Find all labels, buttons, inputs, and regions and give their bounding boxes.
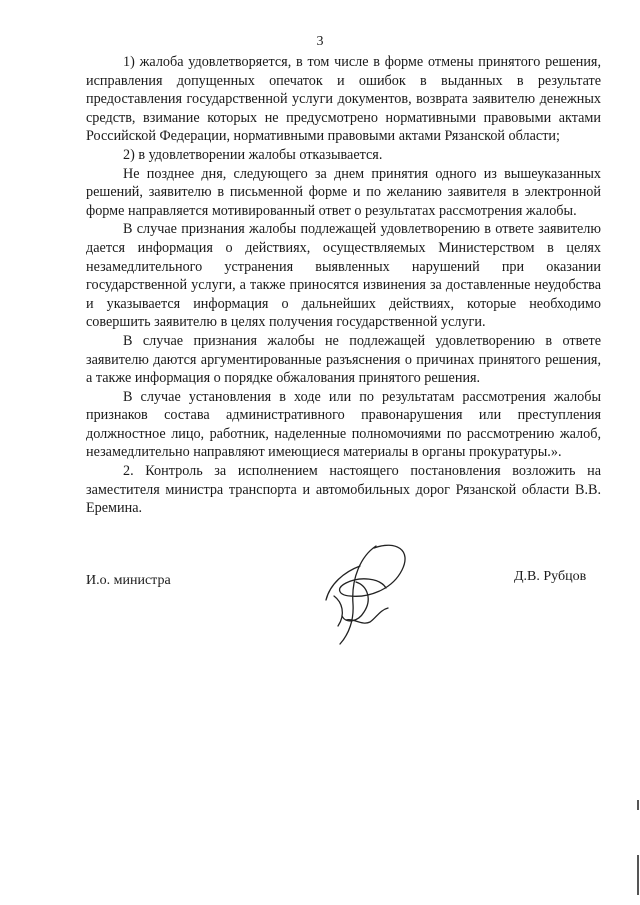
handwritten-signature <box>316 538 416 648</box>
paragraph-item-2: 2) в удовлетворении жалобы отказывается. <box>123 146 383 163</box>
signatory-title: И.о. министра <box>86 573 171 588</box>
paragraph-complaint-satisfied: В случае признания жалобы подлежащей удовлетворению в ответе заявителю дается информация о действиях, осуществляемых Министерством в целях незамедлительного устранения выявленных нарушений при оказании государственной услуги, а также приносятся извинения за доставленные неудобства и указывается информация о дальнейших действиях, которые необходимо совершить заявителю в целях получения государственной услуги. <box>86 221 601 331</box>
paragraph-response-deadline: Не позднее дня, следующего за днем принятия одного из вышеуказанных решений, заявителю в письменной форме и по желанию заявителя в электронной форме направляется мотивированный ответ о результатах рассмотрения жалобы. <box>86 165 601 219</box>
paragraph-item-1: 1) жалоба удовлетворяется, в том числе в форме отмены принятого решения, исправления допущенных опечаток и ошибок в выданных в результате предоставления государственной услуги документов, возврата заявителю денежных средств, взимание которых не предусмотрено нормативными правовыми актами Российской Федерации, нормативными правовыми актами Рязанской области; <box>86 54 601 145</box>
signatory-name: Д.В. Рубцов <box>514 569 587 584</box>
page-number: 3 <box>316 34 324 49</box>
paragraph-prosecutor-referral: В случае установления в ходе или по результатам рассмотрения жалобы признаков состава административного правонарушения или преступления должностное лицо, работник, наделенные полномочиями по рассмотрению жалоб, незамедлительно направляют имеющиеся материалы в органы прокуратуры.». <box>86 388 601 461</box>
paragraph-control-clause: 2. Контроль за исполнением настоящего постановления возложить на заместителя министра транспорта и автомобильных дорог Рязанской области В.В. Еремина. <box>86 463 601 517</box>
scan-edge-mark <box>637 855 639 895</box>
scan-edge-mark <box>637 800 639 810</box>
paragraph-complaint-rejected: В случае признания жалобы не подлежащей удовлетворению в ответе заявителю даются аргументированные разъяснения о причинах принятого решения, а также информация о порядке обжалования принятого решения. <box>86 332 601 387</box>
document-body <box>86 53 601 518</box>
